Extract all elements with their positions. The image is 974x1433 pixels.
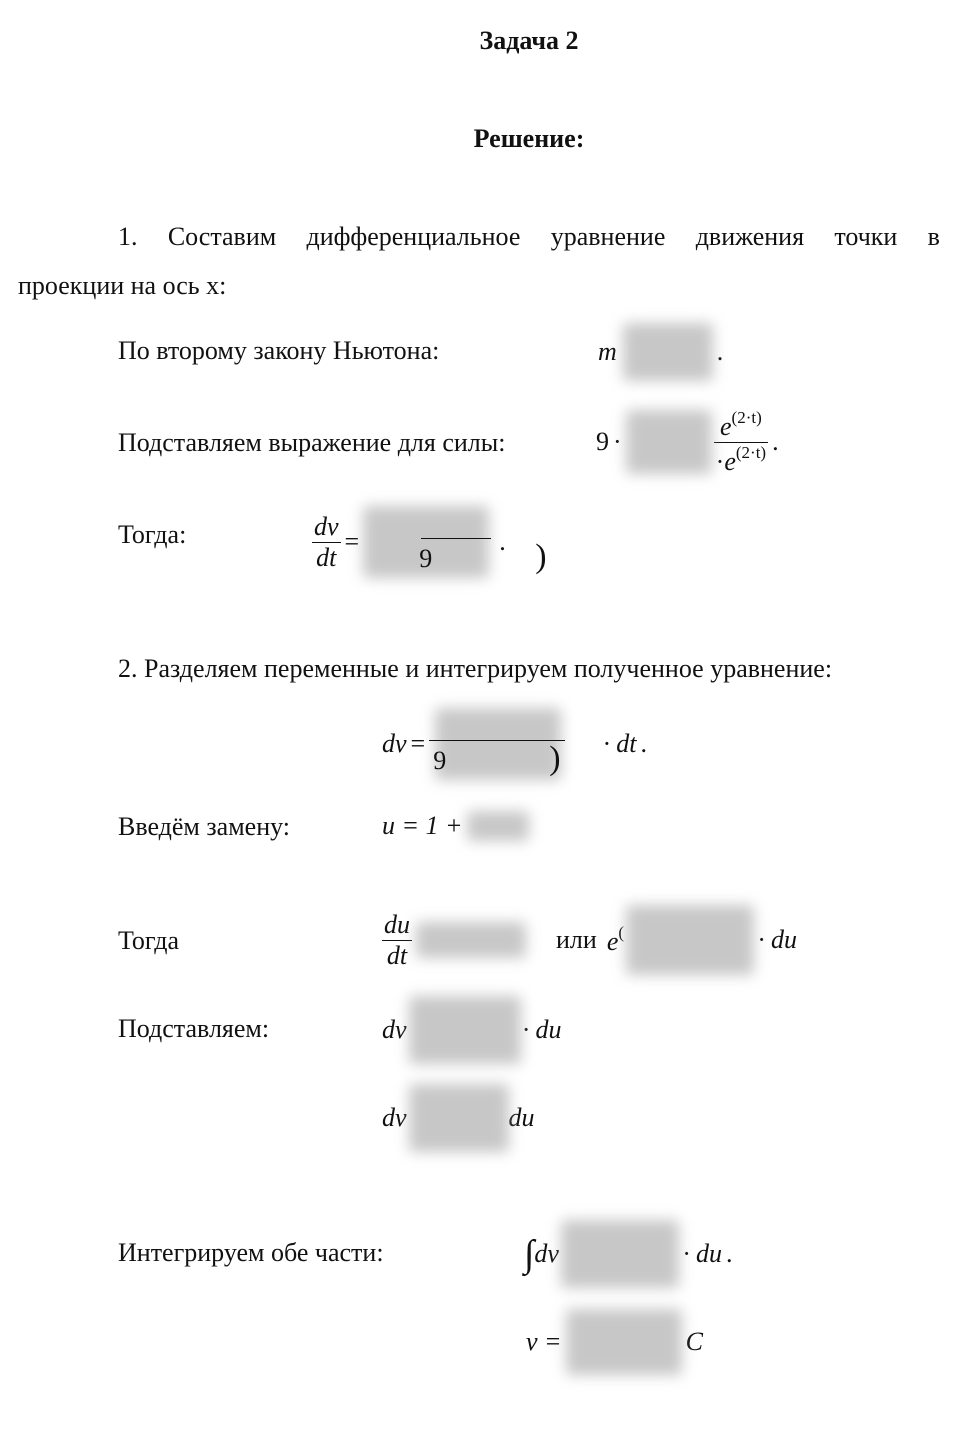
blurred-formula [626, 410, 712, 474]
result-lhs: v = [526, 1327, 562, 1356]
substitute-formula-2 [382, 1082, 535, 1154]
lhs: dv [382, 1103, 407, 1132]
fraction-numerator: dv [314, 511, 339, 541]
period: . [772, 427, 779, 456]
closing-paren: ) [549, 740, 561, 777]
derivative-fraction [382, 910, 412, 971]
lhs: dv [534, 1239, 559, 1268]
period: . [725, 1239, 733, 1268]
step1-word: в [927, 222, 940, 251]
period: . [716, 337, 724, 366]
equals-sign: = [410, 729, 426, 758]
task-title: Задача 2 [479, 26, 579, 55]
integral-formula [524, 1218, 732, 1290]
du-term: · du [758, 925, 798, 954]
result-formula [526, 1306, 703, 1378]
fraction-denominator: dt [386, 940, 408, 970]
blurred-formula [623, 323, 713, 381]
dudt-formula [382, 898, 797, 982]
integrate-label: Интегрируем обе части: [118, 1238, 384, 1267]
step1-line1 [118, 213, 940, 261]
substitute-label: Подставляем: [118, 1014, 270, 1043]
denominator-coefficient: 9 [433, 746, 447, 775]
step1-word: точки [834, 222, 898, 251]
substitution-expr: u = 1 + [382, 811, 463, 840]
equals-sign: = [344, 527, 360, 556]
blurred-formula [467, 811, 529, 841]
period: . [640, 729, 647, 758]
or-word: или [556, 925, 597, 954]
lhs: dv [382, 729, 407, 758]
period: . [499, 527, 506, 556]
blurred-fraction [429, 704, 565, 784]
blurred-formula [561, 1220, 679, 1288]
step1-line2: проекции на ось x: [18, 271, 227, 300]
then2-label: Тогда [118, 926, 180, 955]
newton-label: По второму закону Ньютона: [118, 336, 440, 365]
step1-word: Составим [167, 222, 277, 251]
denominator-coefficient: 9 [419, 544, 433, 573]
exponential-fraction [714, 408, 768, 477]
then-label: Тогда: [118, 520, 187, 549]
step1-word: уравнение [550, 222, 666, 251]
blurred-formula [409, 996, 521, 1064]
blurred-formula [409, 1084, 509, 1152]
constant: C [685, 1327, 703, 1356]
substitution-label: Введём замену: [118, 812, 290, 841]
fraction-denominator: $\cdot e^{(2\cdot t)}$ [715, 442, 767, 476]
substitute-formula-1 [382, 994, 562, 1066]
substitution-formula [382, 806, 529, 846]
blurred-formula [626, 905, 754, 975]
fraction-bar [421, 538, 491, 539]
fraction-numerator: du [384, 909, 410, 939]
lhs: dv [382, 1015, 407, 1044]
derivative-fraction [312, 512, 341, 573]
step1-word: движения [695, 222, 805, 251]
step1-word: 1. [118, 222, 138, 251]
dot-operator: · [613, 427, 622, 456]
mass-symbol: m [598, 337, 617, 366]
fraction-denominator: dt [316, 542, 337, 572]
separated-formula [382, 702, 647, 786]
rhs: · du [682, 1239, 722, 1268]
exp-symbol: e( [606, 923, 625, 956]
solution-title: Решение: [473, 124, 585, 153]
fraction-bar [429, 740, 565, 741]
rhs: du [508, 1103, 535, 1132]
coefficient: 9 [596, 427, 609, 456]
blurred-formula [566, 1309, 682, 1375]
integral-sign: ∫ [524, 1233, 535, 1275]
closing-paren: ) [535, 538, 547, 575]
step2-text: 2. Разделяем переменные и интегрируем полученное уравнение: [118, 654, 833, 683]
step1-word: дифференциальное [306, 222, 521, 251]
rhs: · du [522, 1015, 562, 1044]
force-label: Подставляем выражение для силы: [118, 428, 506, 457]
dvdt-formula [312, 500, 547, 584]
force-formula [596, 404, 779, 480]
blurred-fraction [363, 502, 547, 582]
fraction-numerator: $e^{(2\cdot t)}$ [720, 407, 762, 441]
blurred-formula [416, 922, 526, 958]
newton-formula [598, 322, 723, 382]
rhs: · dt [603, 729, 637, 758]
